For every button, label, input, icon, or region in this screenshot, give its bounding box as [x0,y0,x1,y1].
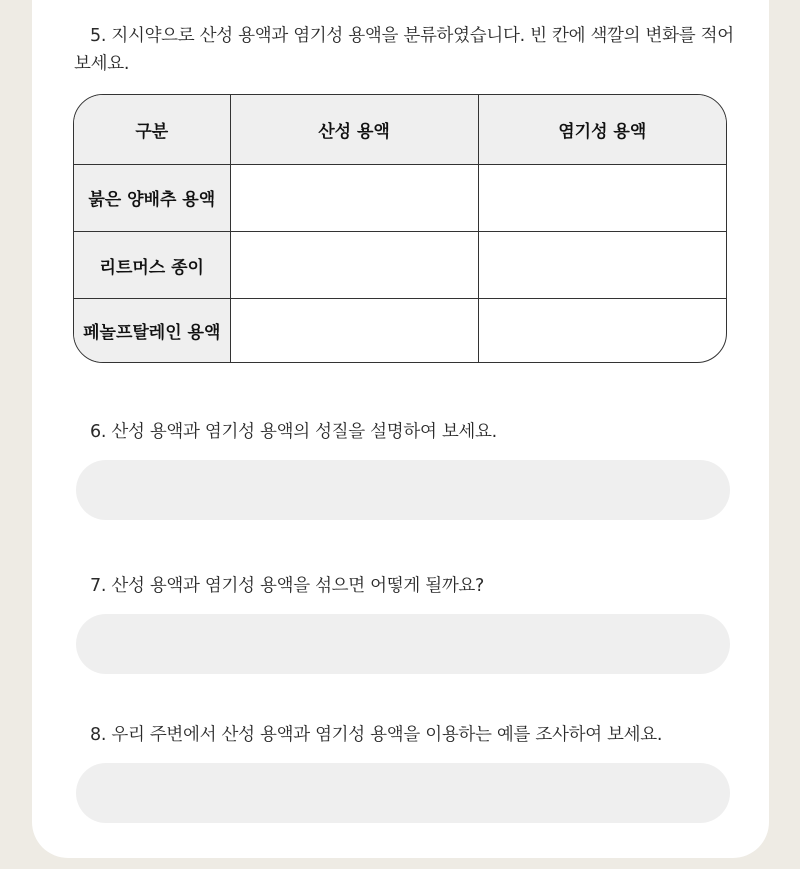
question-5: 5. 지시약으로 산성 용액과 염기성 용액을 분류하였습니다. 빈 칸에 색깔의 변화를 적어 보세요. [74,26,734,74]
cell-red-cabbage-acid[interactable] [230,164,478,231]
row-label-red-cabbage: 붉은 양배추 용액 [74,164,230,231]
cell-phenolphthalein-acid[interactable] [230,299,478,362]
table-row [74,299,726,362]
table-row [74,232,726,299]
answer-box-7[interactable] [76,614,730,674]
header-base: 염기성 용액 [478,95,726,164]
indicator-table [73,94,727,363]
table-header-row [74,95,726,164]
header-acid: 산성 용액 [230,95,478,164]
header-category: 구분 [74,95,230,164]
cell-litmus-acid[interactable] [230,232,478,299]
cell-phenolphthalein-base[interactable] [478,299,726,362]
answer-box-8[interactable] [76,763,730,823]
cell-litmus-base[interactable] [478,232,726,299]
row-label-litmus: 리트머스 종이 [74,232,230,299]
cell-red-cabbage-base[interactable] [478,164,726,231]
question-8: 8. 우리 주변에서 산성 용액과 염기성 용액을 이용하는 예를 조사하여 보세요. [90,725,663,745]
answer-box-6[interactable] [76,460,730,520]
question-7: 7. 산성 용액과 염기성 용액을 섞으면 어떻게 될까요? [90,576,485,596]
row-label-phenolphthalein: 페놀프탈레인 용액 [74,299,230,362]
table-row [74,164,726,231]
question-6: 6. 산성 용액과 염기성 용액의 성질을 설명하여 보세요. [90,422,497,442]
